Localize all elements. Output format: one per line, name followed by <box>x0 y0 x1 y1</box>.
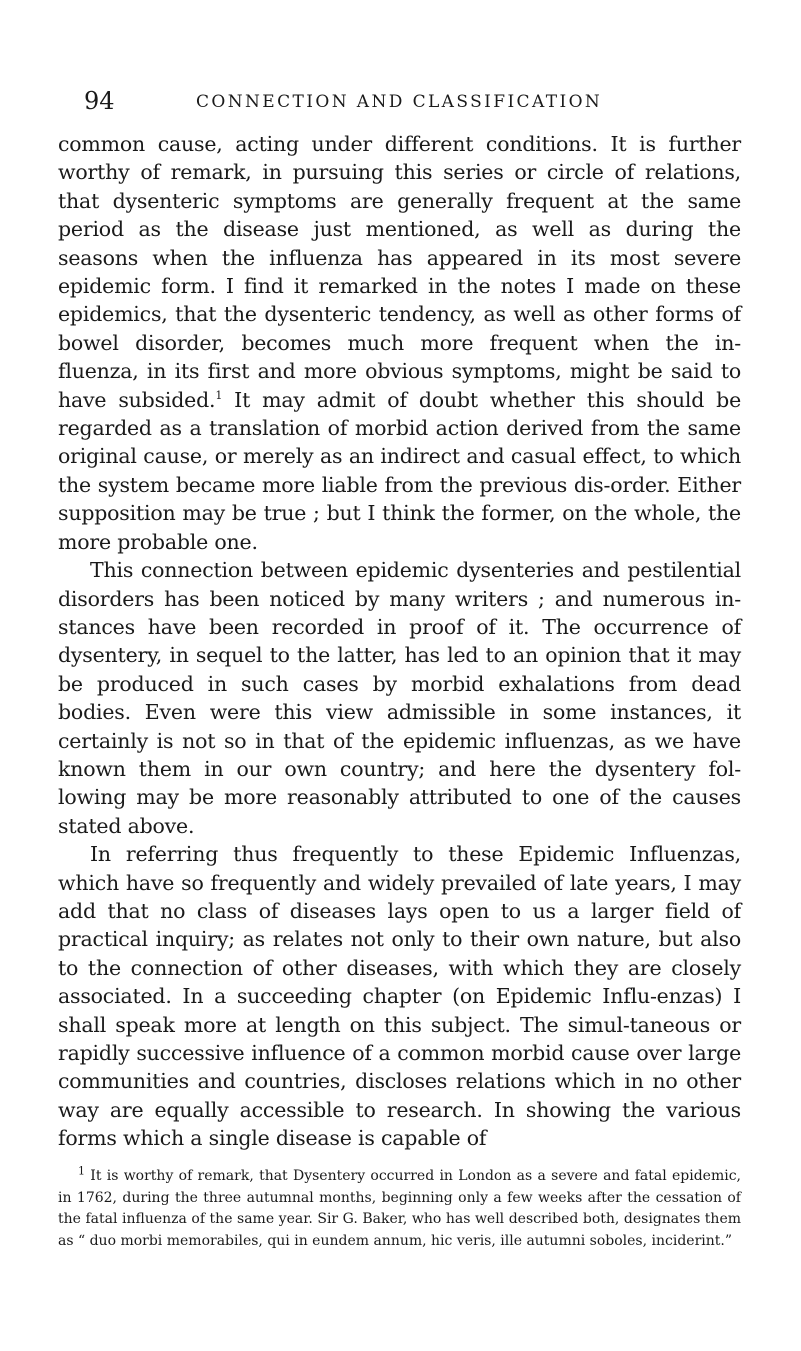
page-number: 94 <box>84 87 115 115</box>
paragraph-1-text-a: common cause, acting under different conditions. It is further worthy of remark, in pursuing this series or circle of relations, that dysenteric symptoms are generally frequent at the same period as the disease just mentioned, as well as during the seasons when the influenza has appeared in its most severe epidemic form. I find it remarked in the notes I made on these epidemics, that the dysenteric tendency, as well as other forms of bowel disorder, becomes much more frequent when the in-fluenza, in its first and more obvious symptoms, might be said to have subsided. <box>58 132 741 412</box>
page-header <box>84 86 734 116</box>
footnote-reference: 1 <box>215 388 223 402</box>
paragraph-2: This connection between epidemic dysenteries and pestilential disorders has been noticed by many writers ; and numerous in-stances have been recorded in proof of it. The occurrence of dysentery, in sequel to the latter, has led to an opinion that it may be produced in such cases by morbid exhalations from dead bodies. Even were this view admissible in some instances, it certainly is not so in that of the epidemic influenzas, as we have known them in our own country; and here the dysentery fol-lowing may be more reasonably attributed to one of the causes stated above. <box>58 558 741 838</box>
footnote <box>58 1166 741 1252</box>
footnote-text: It is worthy of remark, that Dysentery occurred in London as a severe and fatal epidemic, in 1762, during the three autumnal months, beginning only a few weeks after the cessation of the fatal influenza of the same year. Sir G. Baker, who has well described both, designates them as “ duo morbi memorabiles, qui in eundem annum, hic veris, ille autumni soboles, inciderint.” <box>58 1168 741 1249</box>
body-text <box>58 130 741 1153</box>
footnote-marker: 1 <box>78 1164 85 1178</box>
paragraph-3: In referring thus frequently to these Epidemic Influenzas, which have so frequently and widely prevailed of late years, I may add that no class of diseases lays open to us a larger field of practical inquiry; as relates not only to their own nature, but also to the connection of other diseases, with which they are closely associated. In a succeeding chapter (on Epidemic Influ-enzas) I shall speak more at length on this subject. The simul-taneous or rapidly successive influence of a common morbid cause over large communities and countries, discloses relations which in no other way are equally accessible to research. In showing the various forms which a single disease is capable of <box>58 842 741 1151</box>
running-head: CONNECTION AND CLASSIFICATION <box>196 92 603 112</box>
paragraph-1-text-b: It may admit of doubt whether this should be regarded as a translation of morbid action derived from the same original cause, or merely as an indirect and casual effect, to which the system became more liable from the previous dis-order. Either supposition may be true ; but I think the former, on the whole, the more probable one. <box>58 387 741 554</box>
paragraph-1 <box>58 130 741 556</box>
